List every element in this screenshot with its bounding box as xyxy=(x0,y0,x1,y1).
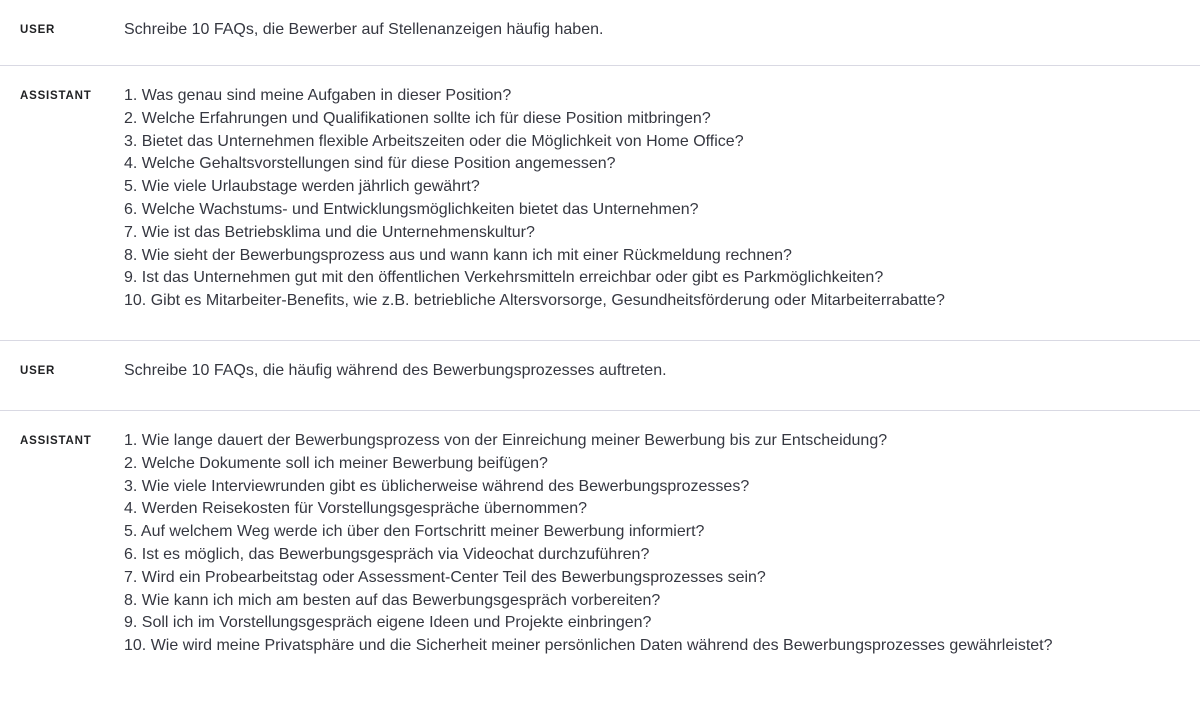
list-item: 6. Ist es möglich, das Bewerbungsgespräch via Videochat durchzuführen? xyxy=(124,545,650,563)
list-item: 6. Welche Wachstums- und Entwicklungsmöglichkeiten bietet das Unternehmen? xyxy=(124,200,699,218)
list-item: 10. Wie wird meine Privatsphäre und die Sicherheit meiner persönlichen Daten während des Bewerbungsprozesses gewährleistet? xyxy=(124,637,1053,655)
list-item: 2. Welche Dokumente soll ich meiner Bewerbung beifügen? xyxy=(124,454,548,472)
message-role-label: USER xyxy=(20,365,56,377)
message-content xyxy=(124,19,1180,42)
list-item: 1. Wie lange dauert der Bewerbungsprozess von der Einreichung meiner Bewerbung bis zur Entscheidung? xyxy=(124,432,888,449)
list-item: 1. Was genau sind meine Aufgaben in dieser Position? xyxy=(124,87,512,104)
list-item: 5. Auf welchem Weg werde ich über den Fortschritt meiner Bewerbung informiert? xyxy=(124,523,705,541)
list-item: 9. Ist das Unternehmen gut mit den öffentlichen Verkehrsmitteln erreichbar oder gibt es Parkmöglichkeiten? xyxy=(124,269,884,287)
list-item: 4. Welche Gehaltsvorstellungen sind für diese Position angemessen? xyxy=(124,155,616,173)
message-role-label: ASSISTANT xyxy=(20,90,92,102)
message-role-label: ASSISTANT xyxy=(20,435,92,447)
assistant-message xyxy=(0,66,1200,341)
list-item: 2. Welche Erfahrungen und Qualifikationen sollte ich für diese Position mitbringen? xyxy=(124,109,711,127)
list-item: 7. Wird ein Probearbeitstag oder Assessment-Center Teil des Bewerbungsprozesses sein? xyxy=(124,568,766,586)
message-content xyxy=(124,360,1180,383)
assistant-message xyxy=(0,411,1200,701)
list-item: 7. Wie ist das Betriebsklima und die Unternehmenskultur? xyxy=(124,223,535,241)
message-line: Schreibe 10 FAQs, die Bewerber auf Stellenanzeigen häufig haben. xyxy=(124,21,604,38)
list-item: 10. Gibt es Mitarbeiter-Benefits, wie z.B. betriebliche Altersvorsorge, Gesundheitsförderung oder Mitarbeiterrabatte? xyxy=(124,292,945,310)
message-line: Schreibe 10 FAQs, die häufig während des Bewerbungsprozesses auftreten. xyxy=(124,362,667,379)
list-item: 3. Wie viele Interviewrunden gibt es üblicherweise während des Bewerbungsprozesses? xyxy=(124,477,750,495)
list-item: 5. Wie viele Urlaubstage werden jährlich gewährt? xyxy=(124,178,480,196)
list-item: 9. Soll ich im Vorstellungsgespräch eigene Ideen und Projekte einbringen? xyxy=(124,614,652,632)
list-item: 4. Werden Reisekosten für Vorstellungsgespräche übernommen? xyxy=(124,500,588,518)
user-message xyxy=(0,0,1200,66)
list-item: 3. Bietet das Unternehmen flexible Arbeitszeiten oder die Möglichkeit von Home Office? xyxy=(124,132,744,150)
message-content xyxy=(124,430,1180,658)
list-item: 8. Wie sieht der Bewerbungsprozess aus und wann kann ich mit einer Rückmeldung rechnen? xyxy=(124,246,792,264)
message-content xyxy=(124,85,1180,313)
user-message xyxy=(0,341,1200,411)
list-item: 8. Wie kann ich mich am besten auf das Bewerbungsgespräch vorbereiten? xyxy=(124,591,661,609)
message-role-label: USER xyxy=(20,24,56,36)
